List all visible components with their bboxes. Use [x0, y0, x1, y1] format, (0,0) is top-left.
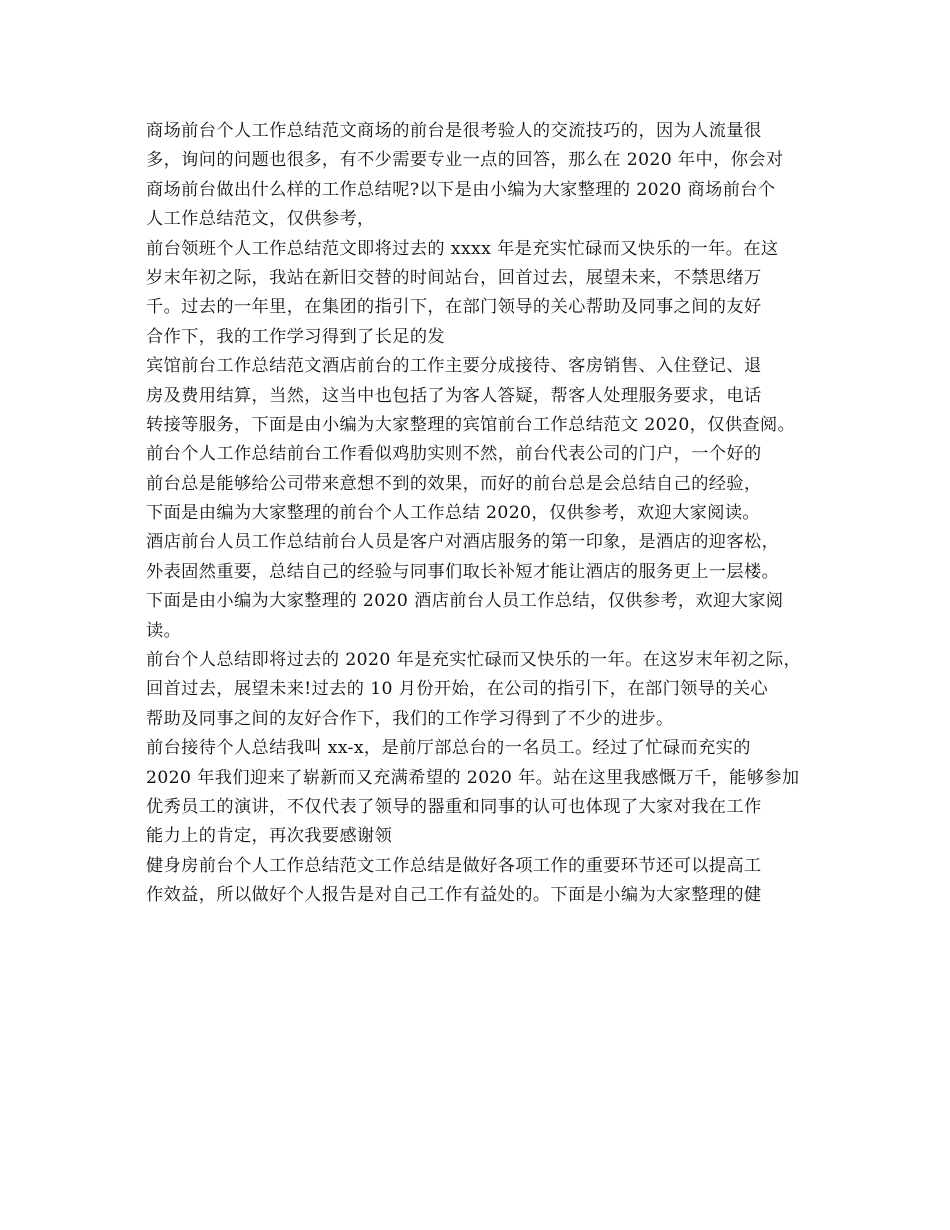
text-line: 帮助及同事之间的友好合作下，我们的工作学习得到了不少的进步。 [146, 708, 674, 729]
text-line: 商场前台个人工作总结范文商场的前台是很考验人的交流技巧的，因为人流量很 [146, 121, 762, 141]
text-line: 健身房前台个人工作总结范文工作总结是做好各项工作的重要环节还可以提高工 [146, 855, 762, 876]
text-line: 宾馆前台工作总结范文酒店前台的工作主要分成接待、客房销售、入住登记、退 [146, 356, 762, 377]
text-line: 千。过去的一年里，在集团的指引下，在部门领导的关心帮助及同事之间的友好 [146, 297, 762, 318]
text-line: 转接等服务，下面是由小编为大家整理的宾馆前台工作总结范文 2020，仅供查阅。 [146, 414, 796, 435]
text-line: 前台个人工作总结前台工作看似鸡肋实则不然，前台代表公司的门户，一个好的 [146, 444, 762, 465]
text-line: 前台总是能够给公司带来意想不到的效果，而好的前台总是会总结自己的经验， [146, 473, 762, 494]
text-line: 前台个人总结即将过去的 2020 年是充实忙碌而又快乐的一年。在这岁末年初之际， [146, 650, 802, 671]
text-line: 人工作总结范文，仅供参考， [146, 209, 375, 230]
text-line: 作效益，所以做好个人报告是对自己工作有益处的。下面是小编为大家整理的健 [146, 885, 762, 906]
text-line: 优秀员工的演讲，不仅代表了领导的器重和同事的认可也体现了大家对我在工作 [146, 796, 762, 817]
text-line: 岁末年初之际，我站在新旧交替的时间站台，回首过去，展望未来，不禁思绪万 [146, 267, 762, 288]
text-line: 回首过去，展望未来!过去的 10 月份开始，在公司的指引下，在部门领导的关心 [146, 679, 769, 700]
document-body [146, 117, 826, 911]
text-line: 房及费用结算，当然，这当中也包括了为客人答疑，帮客人处理服务要求，电话 [146, 385, 762, 406]
text-line: 酒店前台人员工作总结前台人员是客户对酒店服务的第一印象，是酒店的迎客松， [146, 532, 780, 553]
text-line: 下面是由小编为大家整理的 2020 酒店前台人员工作总结，仅供参考，欢迎大家阅 [146, 591, 784, 612]
text-line: 下面是由编为大家整理的前台个人工作总结 2020，仅供参考，欢迎大家阅读。 [146, 503, 761, 524]
text-line: 多，询问的问题也很多，有不少需要专业一点的回答，那么在 2020 年中，你会对 [146, 150, 784, 171]
text-line: 2020 年我们迎来了崭新而又充满希望的 2020 年。站在这里我感慨万千，能够参加 [146, 767, 800, 788]
text-line: 前台接待个人总结我叫 xx-x，是前厅部总台的一名员工。经过了忙碌而充实的 [146, 738, 751, 759]
text-line: 前台领班个人工作总结范文即将过去的 xxxx 年是充实忙碌而又快乐的一年。在这 [146, 238, 779, 259]
text-line: 合作下，我的工作学习得到了长足的发 [146, 326, 445, 347]
text-line: 读。 [146, 620, 182, 641]
text-line: 外表固然重要，总结自己的经验与同事们取长补短才能让酒店的服务更上一层楼。 [146, 561, 780, 582]
text-line: 商场前台做出什么样的工作总结呢?以下是由小编为大家整理的 2020 商场前台个 [146, 179, 776, 200]
text-line: 能力上的肯定，再次我要感谢领 [146, 826, 393, 847]
